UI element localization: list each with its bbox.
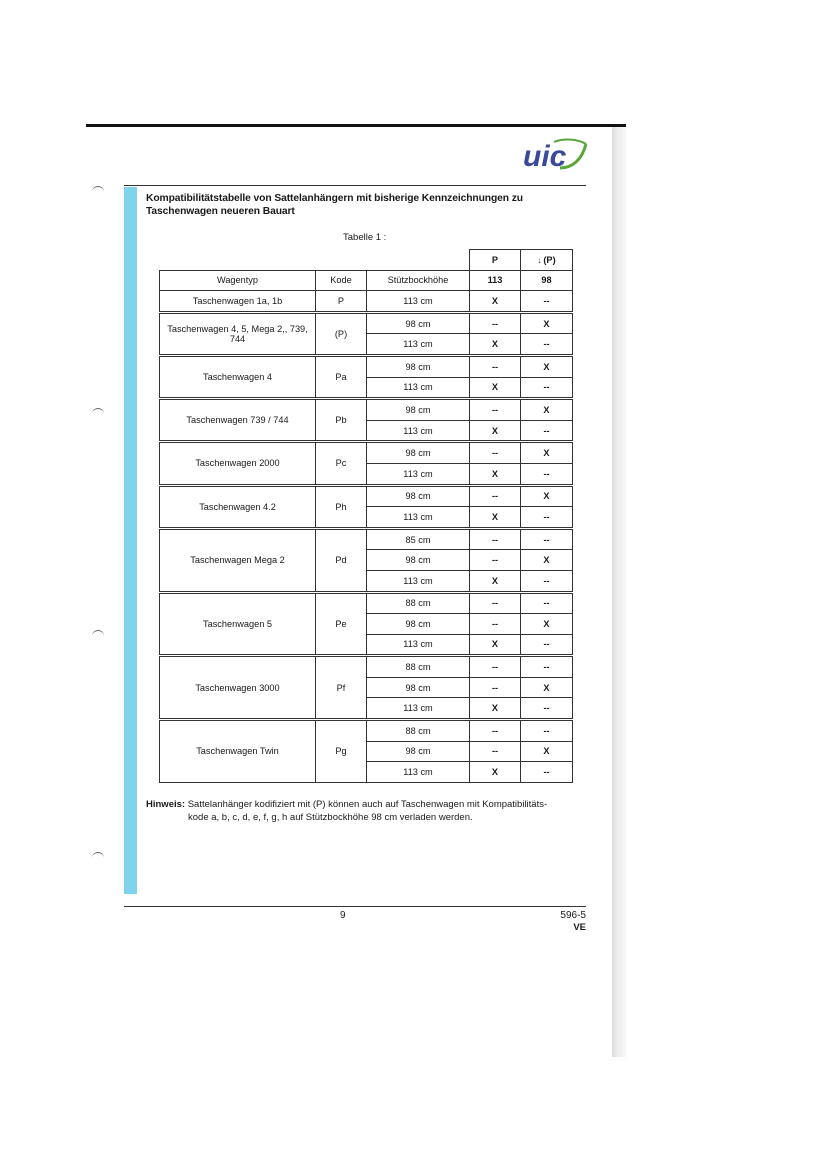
top-header-label: P bbox=[491, 254, 499, 265]
code-cell: Pb bbox=[316, 399, 367, 442]
column-header: Kode bbox=[316, 270, 367, 291]
code-cell: Pc bbox=[316, 442, 367, 485]
top-header-cell bbox=[470, 250, 521, 271]
wagon-type-cell: Taschenwagen 2000 bbox=[160, 442, 316, 485]
table-row bbox=[160, 291, 573, 313]
code-cell: (P) bbox=[316, 312, 367, 355]
support-height-cell: 113 cm bbox=[367, 570, 470, 592]
table-top-header-row bbox=[160, 250, 573, 271]
table-row bbox=[160, 355, 573, 377]
compat-98-cell: X bbox=[521, 355, 573, 377]
code-cell: Pg bbox=[316, 720, 367, 783]
code-cell: P bbox=[316, 291, 367, 313]
compat-113-cell: -- bbox=[470, 528, 521, 550]
compat-113-cell: -- bbox=[470, 656, 521, 678]
note-paragraph bbox=[146, 798, 586, 824]
compat-98-cell: X bbox=[521, 550, 573, 571]
table-row bbox=[160, 720, 573, 742]
page-edge-shadow bbox=[612, 127, 626, 1057]
blank-cell bbox=[316, 250, 367, 271]
compat-113-cell: -- bbox=[470, 720, 521, 742]
blank-cell bbox=[160, 250, 316, 271]
compat-113-cell: -- bbox=[470, 592, 521, 614]
code-cell: Pa bbox=[316, 355, 367, 398]
compat-113-cell: -- bbox=[470, 741, 521, 762]
support-height-cell: 98 cm bbox=[367, 550, 470, 571]
punch-hole-mark bbox=[92, 852, 104, 859]
column-header: Stützbockhöhe bbox=[367, 270, 470, 291]
compat-98-cell: -- bbox=[521, 507, 573, 529]
compat-98-cell: -- bbox=[521, 634, 573, 656]
compat-113-cell: X bbox=[470, 334, 521, 356]
punch-hole-mark bbox=[92, 630, 104, 637]
table-row bbox=[160, 528, 573, 550]
top-rule bbox=[86, 124, 626, 127]
blank-cell bbox=[367, 250, 470, 271]
document-title: Kompatibilitätstabelle von Sattelanhängern mit bisherige Kennzeichnungen zu Taschenwagen neueren Bauart bbox=[146, 193, 523, 217]
svg-text:uic: uic bbox=[523, 140, 567, 173]
compat-98-cell: -- bbox=[521, 592, 573, 614]
wagon-type-cell: Taschenwagen 5 bbox=[160, 592, 316, 656]
column-header: 113 bbox=[470, 270, 521, 291]
compat-113-cell: X bbox=[470, 698, 521, 720]
table-row bbox=[160, 592, 573, 614]
compat-98-cell: -- bbox=[521, 762, 573, 783]
compat-98-cell: X bbox=[521, 312, 573, 334]
table-row bbox=[160, 399, 573, 421]
punch-hole-mark bbox=[92, 408, 104, 415]
compat-98-cell: X bbox=[521, 485, 573, 507]
top-header-cell bbox=[521, 250, 573, 271]
support-height-cell: 113 cm bbox=[367, 698, 470, 720]
compat-113-cell: -- bbox=[470, 485, 521, 507]
compat-113-cell: X bbox=[470, 507, 521, 529]
support-height-cell: 88 cm bbox=[367, 720, 470, 742]
table-caption: Tabelle 1 : bbox=[343, 232, 387, 243]
table-header-row bbox=[160, 270, 573, 291]
compat-113-cell: -- bbox=[470, 677, 521, 698]
compat-98-cell: -- bbox=[521, 698, 573, 720]
support-height-cell: 85 cm bbox=[367, 528, 470, 550]
punch-hole-mark bbox=[92, 186, 104, 193]
compat-113-cell: -- bbox=[470, 399, 521, 421]
wagon-type-cell: Taschenwagen 4, 5, Mega 2,, 739, 744 bbox=[160, 312, 316, 355]
wagon-type-cell: Taschenwagen Mega 2 bbox=[160, 528, 316, 592]
support-height-cell: 88 cm bbox=[367, 592, 470, 614]
compat-98-cell: -- bbox=[521, 291, 573, 313]
compat-98-cell: X bbox=[521, 442, 573, 464]
wagon-type-cell: Taschenwagen 4.2 bbox=[160, 485, 316, 528]
compat-98-cell: X bbox=[521, 399, 573, 421]
compat-98-cell: X bbox=[521, 614, 573, 635]
wagon-type-cell: Taschenwagen 1a, 1b bbox=[160, 291, 316, 313]
code-cell: Pe bbox=[316, 592, 367, 656]
note-text-line-1: Sattelanhänger kodifiziert mit (P) können auch auf Taschenwagen mit Kompatibilitäts- bbox=[187, 799, 548, 810]
table-row bbox=[160, 656, 573, 678]
header-rule bbox=[124, 185, 586, 186]
code-cell: Pf bbox=[316, 656, 367, 720]
column-header: Wagentyp bbox=[160, 270, 316, 291]
compat-113-cell: X bbox=[470, 570, 521, 592]
compat-98-cell: -- bbox=[521, 420, 573, 442]
support-height-cell: 98 cm bbox=[367, 355, 470, 377]
top-header-label: (P) bbox=[543, 254, 556, 265]
support-height-cell: 88 cm bbox=[367, 656, 470, 678]
code-cell: Ph bbox=[316, 485, 367, 528]
compat-98-cell: -- bbox=[521, 528, 573, 550]
compat-113-cell: X bbox=[470, 762, 521, 783]
compat-98-cell: -- bbox=[521, 377, 573, 399]
support-height-cell: 113 cm bbox=[367, 634, 470, 656]
support-height-cell: 113 cm bbox=[367, 507, 470, 529]
support-height-cell: 113 cm bbox=[367, 463, 470, 485]
support-height-cell: 98 cm bbox=[367, 312, 470, 334]
support-height-cell: 98 cm bbox=[367, 442, 470, 464]
compat-113-cell: -- bbox=[470, 614, 521, 635]
compatibility-table bbox=[159, 249, 573, 783]
support-height-cell: 113 cm bbox=[367, 334, 470, 356]
wagon-type-cell: Taschenwagen Twin bbox=[160, 720, 316, 783]
support-height-cell: 98 cm bbox=[367, 614, 470, 635]
wagon-type-cell: Taschenwagen 739 / 744 bbox=[160, 399, 316, 442]
margin-change-bar bbox=[124, 187, 137, 894]
compat-98-cell: -- bbox=[521, 334, 573, 356]
compat-98-cell: -- bbox=[521, 720, 573, 742]
support-height-cell: 113 cm bbox=[367, 291, 470, 313]
document-suffix: VE bbox=[573, 922, 586, 933]
uic-logo bbox=[520, 136, 590, 176]
uic-logo-icon bbox=[520, 136, 590, 176]
support-height-cell: 98 cm bbox=[367, 399, 470, 421]
note-text-line-2: kode a, b, c, d, e, f, g, h auf Stützbockhöhe 98 cm verladen werden. bbox=[188, 812, 473, 823]
support-height-cell: 113 cm bbox=[367, 377, 470, 399]
support-height-cell: 98 cm bbox=[367, 485, 470, 507]
column-header: 98 bbox=[521, 270, 573, 291]
support-height-cell: 98 cm bbox=[367, 677, 470, 698]
compat-113-cell: X bbox=[470, 634, 521, 656]
wagon-type-cell: Taschenwagen 4 bbox=[160, 355, 316, 398]
compat-113-cell: X bbox=[470, 377, 521, 399]
compat-113-cell: -- bbox=[470, 355, 521, 377]
table-row bbox=[160, 312, 573, 334]
compat-98-cell: -- bbox=[521, 570, 573, 592]
compat-98-cell: X bbox=[521, 677, 573, 698]
code-cell: Pd bbox=[316, 528, 367, 592]
compat-113-cell: X bbox=[470, 420, 521, 442]
support-height-cell: 113 cm bbox=[367, 420, 470, 442]
compat-113-cell: X bbox=[470, 463, 521, 485]
note-label: Hinweis: bbox=[146, 799, 186, 810]
compat-113-cell: X bbox=[470, 291, 521, 313]
compat-98-cell: -- bbox=[521, 463, 573, 485]
compat-98-cell: -- bbox=[521, 656, 573, 678]
compat-98-cell: X bbox=[521, 741, 573, 762]
table-row bbox=[160, 442, 573, 464]
compat-113-cell: -- bbox=[470, 550, 521, 571]
support-height-cell: 113 cm bbox=[367, 762, 470, 783]
document-number: 596-5 bbox=[560, 910, 586, 921]
support-height-cell: 98 cm bbox=[367, 741, 470, 762]
wagon-type-cell: Taschenwagen 3000 bbox=[160, 656, 316, 720]
compat-113-cell: -- bbox=[470, 312, 521, 334]
table-row bbox=[160, 485, 573, 507]
compat-113-cell: -- bbox=[470, 442, 521, 464]
page-number: 9 bbox=[340, 910, 346, 921]
footer-rule bbox=[124, 906, 586, 907]
trailer-symbol-icon: ↓ bbox=[537, 255, 542, 265]
